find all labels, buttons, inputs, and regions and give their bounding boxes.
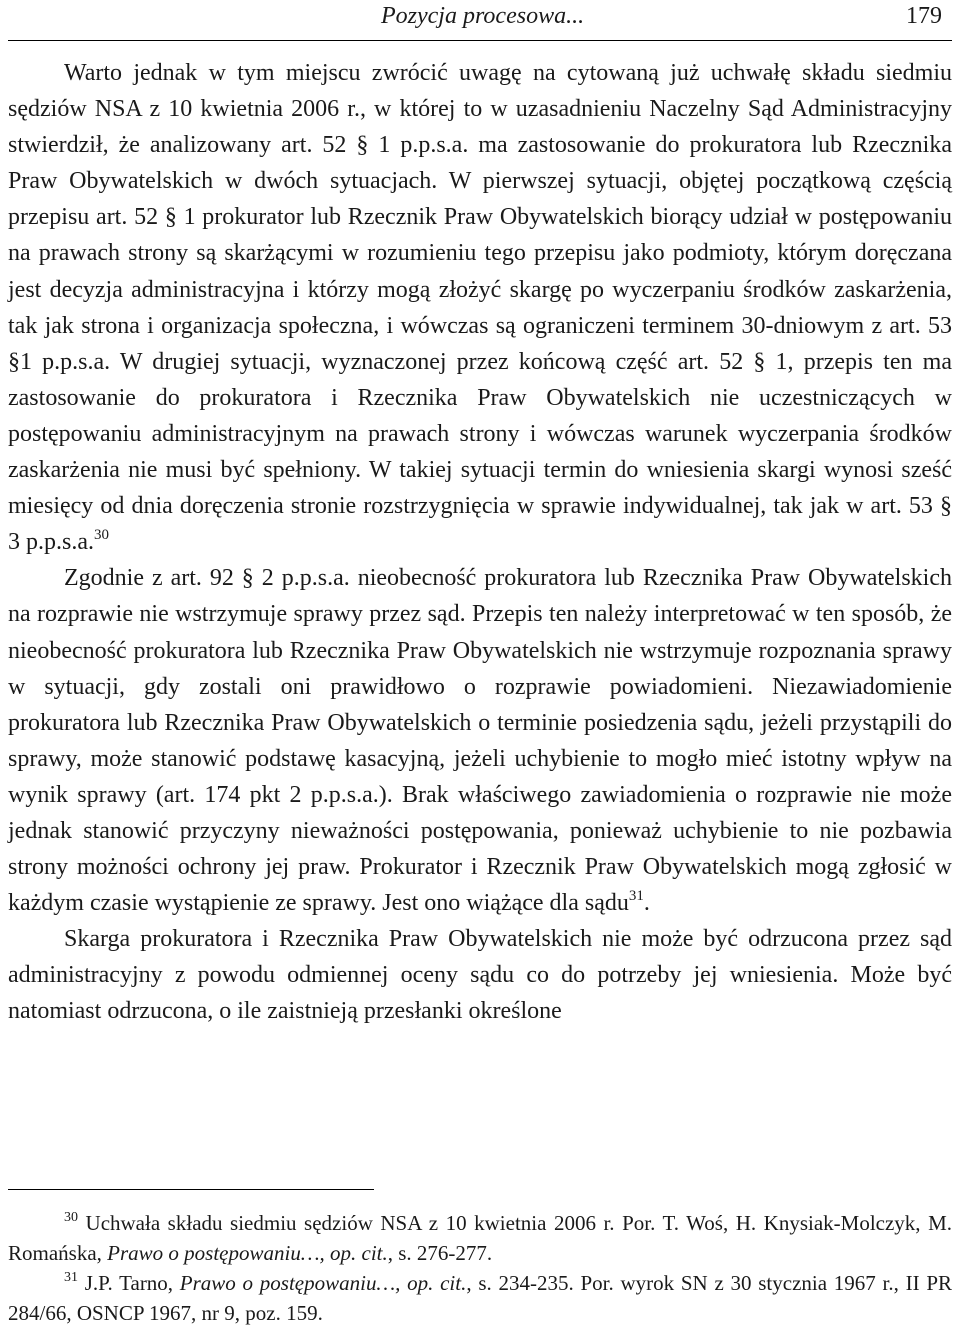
footnote-text-end: , s. 234-235. Por. wyrok SN z 30 stycznia 1967 r., II PR 284/66, OSNCP 1967, nr 9, poz. 159. (8, 1271, 952, 1325)
footnote-separator (8, 1189, 374, 1190)
page-number: 179 (906, 3, 942, 29)
paragraph-text: Warto jednak w tym miejscu zwrócić uwagę na cytowaną już uchwałę składu siedmiu sędziów NSA z 10 kwietnia 2006 r., w której to w uzasadnieniu Naczelny Sąd Administracyjny stwierdził, że analizowany art. 52 § 1 p.p.s.a. ma zastosowanie do prokuratora lub Rzecznika Praw Obywatelskich w dwóch sytuacjach. W pierwszej sytuacji, objętej początkową częścią przepisu art. 52 § 1 prokurator lub Rzecznik Praw Obywatelskich biorący udział w postępowaniu na prawach strony są skarżącymi w rozumieniu tego przepisu jako podmioty, którym doręczana jest decyzja administracyjna i którzy mogą złożyć skargę po wyczerpaniu środków zaskarżenia, tak jak strona i organizacja społeczna, i wówczas są ograniczeni terminem 30-dniowym z art. 53 §1 p.p.s.a. W drugiej sytuacji, wyznaczonej przez końcową część art. 52 § 1, przepis ten ma zastosowanie do prokuratora i Rzecznika Praw Obywatelskich nie uczestniczących w postępowaniu administracyjnym na prawach strony i wówczas warunek wyczerpania środków zaskarżenia nie musi być spełniony. W takiej sytuacji termin do wniesienia skargi wynosi sześć miesięcy od dnia doręczenia stronie rozstrzygnięcia w sprawie indywidualnej, tak jak w art. 53 § 3 p.p.s.a. (8, 60, 952, 556)
footnotes (8, 1208, 952, 1328)
footnote (8, 1208, 952, 1268)
paragraph (8, 560, 952, 921)
paragraph-text-end: . (643, 890, 650, 917)
footnote-text-end: , s. 276-277. (387, 1241, 493, 1265)
running-header (8, 0, 952, 41)
footnote-reference[interactable]: 31 (628, 888, 644, 905)
paragraph (8, 55, 952, 560)
footnote-number: 30 (64, 1210, 78, 1225)
footnote-text: J.P. Tarno, (84, 1271, 180, 1295)
body-text (8, 55, 952, 1030)
paragraph-text: Zgodnie z art. 92 § 2 p.p.s.a. nieobecność prokuratora lub Rzecznika Praw Obywatelskich na rozprawie nie wstrzymuje sprawy przez sąd. Przepis ten należy interpretować w ten sposób, że nieobecność prokuratora lub Rzecznika Praw Obywatelskich nie wstrzymuje rozpoznania sprawy w sytuacji, gdy zostali oni prawidłowo o rozprawie powiadomieni. Niezawiadomienie prokuratora lub Rzecznika Praw Obywatelskich o terminie posiedzenia sądu, jeżeli przystąpili do sprawy, może stanowić podstawę kasacyjną, jeżeli uchybienie to mogło mieć istotny wpływ na wynik sprawy (art. 174 pkt 2 p.p.s.a.). Brak właściwego zawiadomienia o rozprawie nie może jednak stanowić przyczyny nieważności postępowania, ponieważ uchybienie to nie pozbawia strony możności ochrony jej praw. Prokurator i Rzecznik Praw Obywatelskich mogą zgłosić w każdym czasie wystąpienie ze sprawy. Jest ono wiążące dla sądu (8, 565, 952, 917)
paragraph (8, 921, 952, 1029)
footnote-number: 31 (64, 1270, 78, 1285)
footnote-text: Uchwała składu siedmiu sędziów NSA z 10 kwietnia 2006 r. Por. T. Woś, H. Knysiak-Molczyk, M. Romańska, (8, 1211, 952, 1265)
footnote-reference[interactable]: 30 (94, 527, 109, 544)
footnote-italic-title: Prawo o postępowaniu…, op. cit. (179, 1271, 467, 1295)
footnote (8, 1268, 952, 1328)
running-title: Pozycja procesowa... (381, 3, 585, 29)
footnote-italic-title: Prawo o postępowaniu…, op. cit. (107, 1241, 388, 1265)
paragraph-text: Skarga prokuratora i Rzecznika Praw Obywatelskich nie może być odrzucona przez sąd administracyjny z powodu odmiennej oceny sądu co do potrzeby jej wniesienia. Może być natomiast odrzucona, o ile zaistnieją przesłanki określone (8, 926, 952, 1025)
